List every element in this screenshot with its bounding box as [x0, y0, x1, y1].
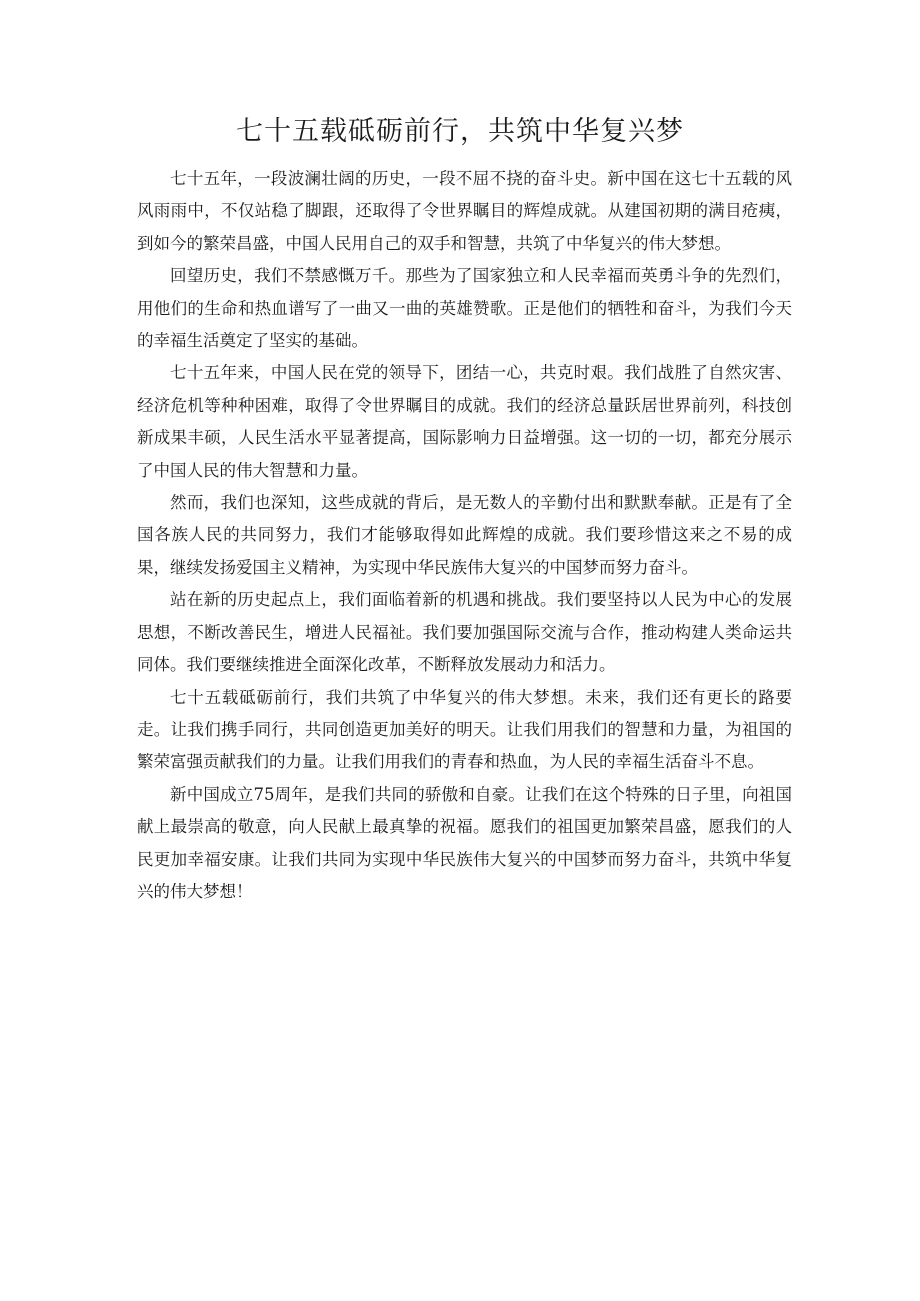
paragraph: 七十五载砥砺前行，我们共筑了中华复兴的伟大梦想。未来，我们还有更长的路要走。让我们携手同行，共同创造更加美好的明天。让我们用我们的智慧和力量，为祖国的繁荣富强贡献我们的力量。让我们用我们的青春和热血，为人民的幸福生活奋斗不息。: [137, 687, 792, 772]
paragraph: 新中国成立75周年，是我们共同的骄傲和自豪。让我们在这个特殊的日子里，向祖国献上最崇高的敬意，向人民献上最真挚的祝福。愿我们的祖国更加繁荣昌盛，愿我们的人民更加幸福安康。让我们共同为实现中华民族伟大复兴的中国梦而努力奋斗，共筑中华复兴的伟大梦想！: [137, 784, 792, 901]
document-body: [137, 163, 792, 908]
document-title: 七十五载砥砺前行，共筑中华复兴梦: [236, 116, 684, 147]
paragraph: 七十五年来，中国人民在党的领导下，团结一心，共克时艰。我们战胜了自然灾害、经济危机等种种困难，取得了令世界瞩目的成就。我们的经济总量跃居世界前列，科技创新成果丰硕，人民生活水平显著提高，国际影响力日益增强。这一切的一切，都充分展示了中国人民的伟大智慧和力量。: [137, 363, 792, 480]
paragraph: 回望历史，我们不禁感慨万千。那些为了国家独立和人民幸福而英勇斗争的先烈们，用他们的生命和热血谱写了一曲又一曲的英雄赞歌。正是他们的牺牲和奋斗，为我们今天的幸福生活奠定了坚实的基础。: [137, 266, 792, 351]
paragraph: 然而，我们也深知，这些成就的背后，是无数人的辛勤付出和默默奉献。正是有了全国各族人民的共同努力，我们才能够取得如此辉煌的成就。我们要珍惜这来之不易的成果，继续发扬爱国主义精神，为实现中华民族伟大复兴的中国梦而努力奋斗。: [137, 493, 792, 577]
paragraph: 七十五年，一段波澜壮阔的历史，一段不屈不挠的奋斗史。新中国在这七十五载的风风雨雨中，不仅站稳了脚跟，还取得了令世界瞩目的辉煌成就。从建国初期的满目疮痍，到如今的繁荣昌盛，中国人民用自己的双手和智慧，共筑了中华复兴的伟大梦想。: [137, 169, 792, 253]
paragraph: 站在新的历史起点上，我们面临着新的机遇和挑战。我们要坚持以人民为中心的发展思想，不断改善民生，增进人民福祉。我们要加强国际交流与合作，推动构建人类命运共同体。我们要继续推进全面深化改革，不断释放发展动力和活力。: [137, 590, 792, 675]
